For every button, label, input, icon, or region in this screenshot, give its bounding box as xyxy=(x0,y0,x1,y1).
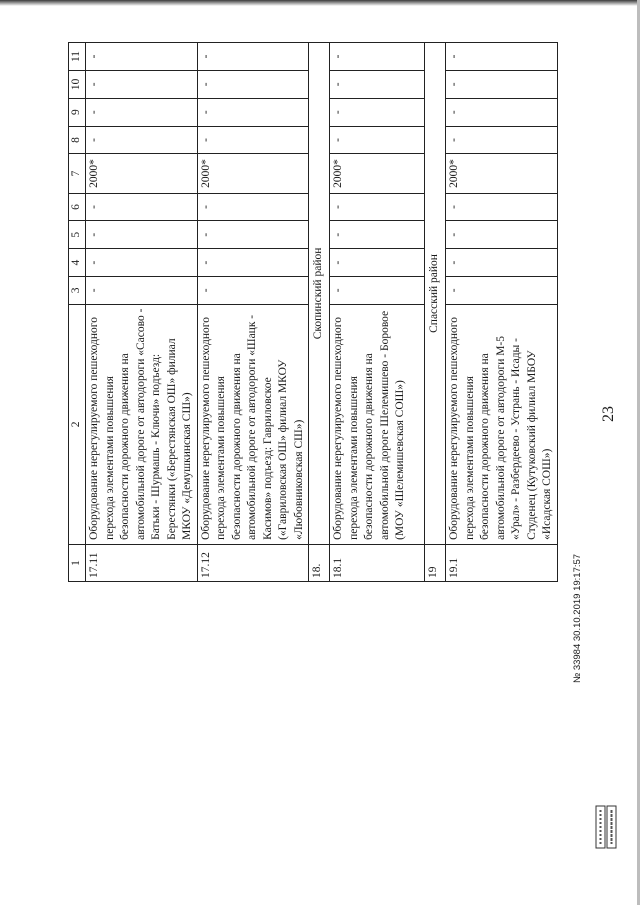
table-row xyxy=(446,43,558,582)
value-cell: - xyxy=(330,126,425,154)
value-cell: - xyxy=(86,70,198,98)
section-title: Спасский район xyxy=(425,43,446,545)
value-cell: - xyxy=(86,193,198,221)
section-number: 19 xyxy=(425,544,446,581)
value-cell: - xyxy=(86,43,198,71)
row-number: 19.1 xyxy=(446,544,558,581)
value-cell: - xyxy=(197,221,309,249)
row-name: Оборудование нерегулируемого пешеходного перехода элементами повышения безопасности дорожного движения на автомобильной дороге Шелемишево - Боровое (МОУ «Шелемишевская СОШ») xyxy=(330,304,425,544)
value-cell: - xyxy=(330,43,425,71)
value-cell: - xyxy=(446,70,558,98)
header-cell: 9 xyxy=(69,98,86,126)
data-table xyxy=(68,42,558,582)
section-title: Скопинский район xyxy=(309,43,330,545)
value-cell: - xyxy=(446,193,558,221)
value-cell: - xyxy=(197,193,309,221)
value-cell: - xyxy=(446,276,558,304)
value-cell: - xyxy=(446,126,558,154)
header-cell: 10 xyxy=(69,70,86,98)
value-text: 2000* xyxy=(332,159,344,188)
value-cell xyxy=(446,154,558,193)
header-cell: 7 xyxy=(69,154,86,193)
section-row xyxy=(309,43,330,582)
header-cell: 3 xyxy=(69,276,86,304)
value-cell: - xyxy=(330,221,425,249)
rotated-table-container xyxy=(68,42,553,582)
value-cell: - xyxy=(86,126,198,154)
header-cell: 1 xyxy=(69,544,86,581)
value-cell: - xyxy=(330,249,425,277)
value-cell: - xyxy=(86,249,198,277)
page-number: 23 xyxy=(600,406,617,422)
logo-graphic xyxy=(594,804,618,850)
value-cell: - xyxy=(446,249,558,277)
value-cell xyxy=(330,154,425,193)
row-number: 18.1 xyxy=(330,544,425,581)
value-cell: - xyxy=(330,276,425,304)
header-cell: 5 xyxy=(69,221,86,249)
section-row xyxy=(425,43,446,582)
table-row xyxy=(86,43,198,582)
scan-top-edge xyxy=(0,0,640,6)
table-row xyxy=(197,43,309,582)
value-cell: - xyxy=(86,276,198,304)
value-cell: - xyxy=(446,221,558,249)
value-cell: - xyxy=(330,70,425,98)
value-cell: - xyxy=(86,221,198,249)
value-cell: - xyxy=(197,98,309,126)
value-cell: - xyxy=(330,193,425,221)
value-cell xyxy=(86,154,198,193)
row-name: Оборудование нерегулируемого пешеходного перехода элементами повышения безопасности дорожного движения на автомобильной дороге от автодороги М-5 «Урал» - Разбердеево - Устрань - Исады - Студенец (Кутуковский филиал МБОУ «Исадская СОШ») xyxy=(446,304,558,544)
value-cell: - xyxy=(330,98,425,126)
row-number: 17.11 xyxy=(86,544,198,581)
header-cell: 8 xyxy=(69,126,86,154)
header-row xyxy=(69,43,86,582)
value-cell: - xyxy=(197,126,309,154)
value-cell: - xyxy=(197,43,309,71)
value-cell: - xyxy=(446,98,558,126)
value-text: 2000* xyxy=(448,159,460,188)
value-cell: - xyxy=(446,43,558,71)
value-cell xyxy=(197,154,309,193)
row-name: Оборудование нерегулируемого пешеходного перехода элементами повышения безопасности дорожного движения на автомобильной дороге от автодороги «Шацк - Касимов» подъезд: Гавриловское («Гавриловская ОШ» филиал МКОУ «Любовниковская СШ») xyxy=(197,304,309,544)
table-row xyxy=(330,43,425,582)
header-cell: 11 xyxy=(69,43,86,71)
value-cell: - xyxy=(197,249,309,277)
header-cell: 4 xyxy=(69,249,86,277)
document-logo xyxy=(594,804,618,850)
value-cell: - xyxy=(86,98,198,126)
value-text: 2000* xyxy=(199,159,212,188)
header-cell: 6 xyxy=(69,193,86,221)
value-cell: - xyxy=(197,276,309,304)
header-cell: 2 xyxy=(69,304,86,544)
row-name: Оборудование нерегулируемого пешеходного перехода элементами повышения безопасности дорожного движения на автомобильной дороге от автодороги «Сасово - Батьки - Шурмашь - Ключи» подъезд: Берестянки («Берестянская ОШ» филиал МКОУ «Демушкинская СШ») xyxy=(86,304,198,544)
section-number: 18. xyxy=(309,544,330,581)
value-text: 2000* xyxy=(88,159,100,188)
registration-stamp: № 33984 30.10.2019 19:17:57 xyxy=(572,553,583,683)
value-cell: - xyxy=(197,70,309,98)
row-number: 17.12 xyxy=(197,544,309,581)
